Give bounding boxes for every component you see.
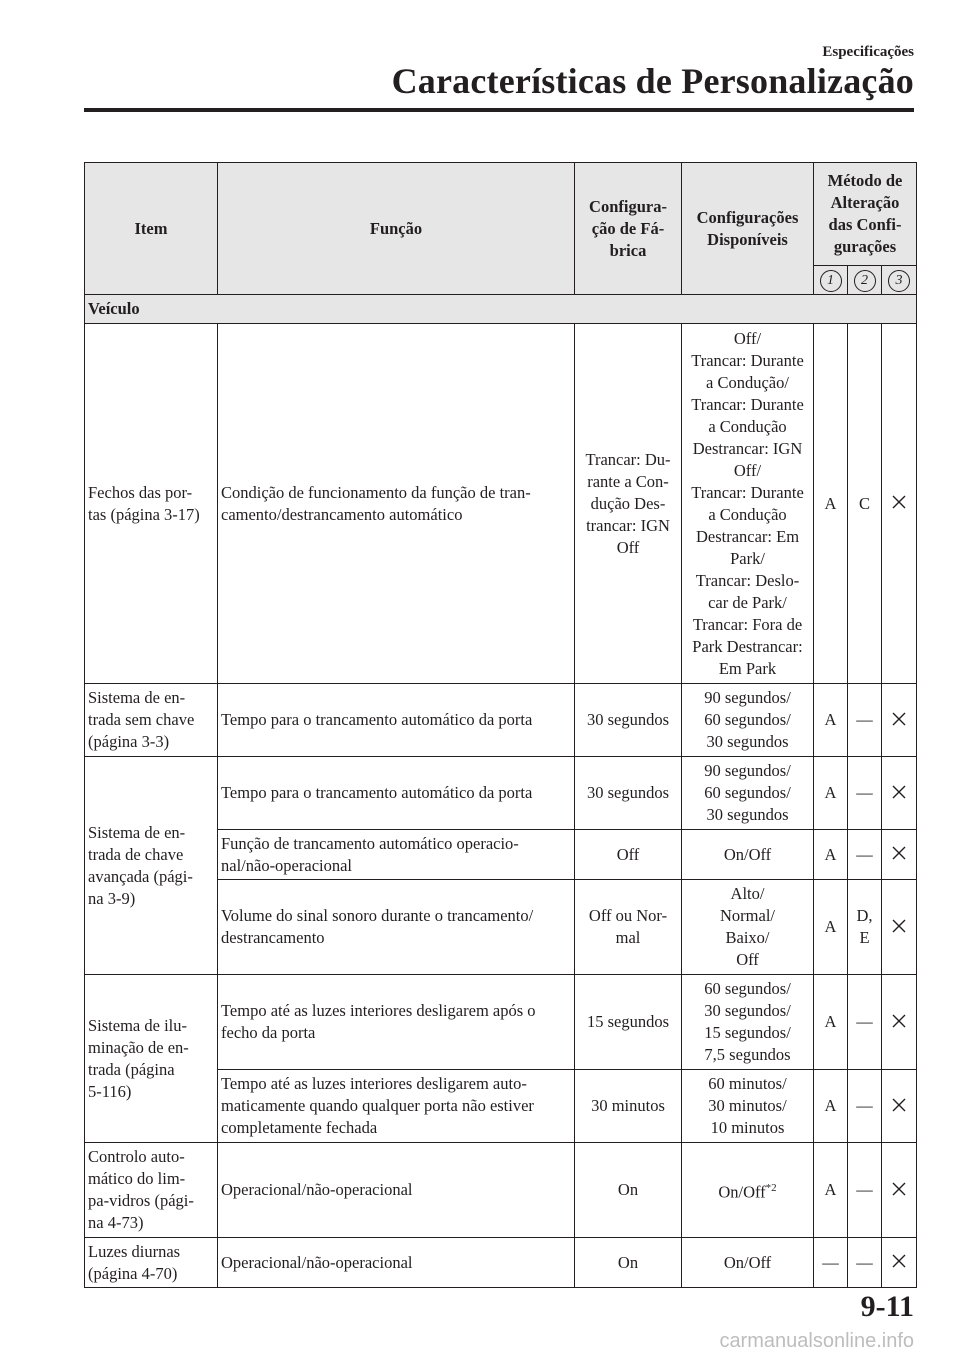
method-2-cell: — — [848, 757, 882, 830]
method-3-cell — [882, 1238, 917, 1288]
factory-cell: 30 minutos — [575, 1070, 682, 1143]
method-2-cell: — — [848, 684, 882, 757]
function-cell: Tempo até as luzes interiores desligarem auto- maticamente quando qualquer porta não estiver completamente fechada — [218, 1070, 575, 1143]
method-1-cell: A — [814, 1143, 848, 1238]
method-2-cell: — — [848, 975, 882, 1070]
cross-icon — [892, 844, 906, 866]
method-1-cell: A — [814, 975, 848, 1070]
table-row — [85, 757, 917, 830]
function-cell: Volume do sinal sonoro durante o trancamento/ destrancamento — [218, 880, 575, 975]
table-row — [85, 684, 917, 757]
method-2-cell: — — [848, 1070, 882, 1143]
available-cell: On/Off$^{*2}$ — [682, 1143, 814, 1238]
header-disponiveis: Configurações Disponíveis — [682, 163, 814, 295]
header-metodo: Método de Alteração das Confi- gurações — [814, 163, 917, 266]
method-1-cell: A — [814, 1070, 848, 1143]
available-cell: 90 segundos/ 60 segundos/ 30 segundos — [682, 757, 814, 830]
item-cell: Fechos das por- tas (página 3-17) — [85, 324, 218, 684]
header-fabrica: Configura- ção de Fá- brica — [575, 163, 682, 295]
method-3-cell — [882, 684, 917, 757]
method-3-cell — [882, 975, 917, 1070]
customization-table — [84, 162, 917, 1288]
method-1-cell: A — [814, 757, 848, 830]
section-name: Especificações — [822, 44, 914, 60]
page-number: 9-11 — [860, 1290, 914, 1323]
method-3-cell — [882, 1070, 917, 1143]
header-funcao: Função — [218, 163, 575, 295]
method-number-1: 1 — [814, 266, 848, 295]
cross-icon — [892, 1180, 906, 1202]
function-cell: Tempo para o trancamento automático da porta — [218, 684, 575, 757]
method-2-cell: — — [848, 1143, 882, 1238]
method-3-cell — [882, 880, 917, 975]
item-cell: Sistema de en- trada de chave avançada (pági- na 3-9) — [85, 757, 218, 975]
method-3-cell — [882, 324, 917, 684]
footnote-marker: *2 — [765, 1181, 777, 1194]
available-cell: 60 segundos/ 30 segundos/ 15 segundos/ 7,5 segundos — [682, 975, 814, 1070]
cross-icon — [892, 710, 906, 732]
item-cell: Sistema de en- trada sem chave (página 3-3) — [85, 684, 218, 757]
table-row — [85, 1143, 917, 1238]
cross-icon — [892, 493, 906, 515]
method-1-cell: A — [814, 684, 848, 757]
table-row — [85, 324, 917, 684]
method-2-cell: — — [848, 1238, 882, 1288]
method-3-cell — [882, 757, 917, 830]
function-cell: Função de trancamento automático operacio- nal/não-operacional — [218, 830, 575, 880]
header-divider — [84, 108, 914, 112]
method-2-cell: C — [848, 324, 882, 684]
function-cell: Operacional/não-operacional — [218, 1238, 575, 1288]
factory-cell: 30 segundos — [575, 757, 682, 830]
available-cell: Alto/ Normal/ Baixo/ Off — [682, 880, 814, 975]
cross-icon — [892, 1252, 906, 1274]
factory-cell: Off — [575, 830, 682, 880]
method-1-cell: A — [814, 324, 848, 684]
method-2-cell: D, E — [848, 880, 882, 975]
available-cell: 90 segundos/ 60 segundos/ 30 segundos — [682, 684, 814, 757]
method-number-2: 2 — [848, 266, 882, 295]
method-3-cell — [882, 830, 917, 880]
available-cell: On/Off — [682, 1238, 814, 1288]
item-cell: Sistema de ilu- minação de en- trada (página 5-116) — [85, 975, 218, 1143]
method-1-cell: — — [814, 1238, 848, 1288]
function-cell: Tempo até as luzes interiores desligarem após o fecho da porta — [218, 975, 575, 1070]
table-row — [85, 1238, 917, 1288]
cross-icon — [892, 1012, 906, 1034]
available-cell: 60 minutos/ 30 minutos/ 10 minutos — [682, 1070, 814, 1143]
watermark-text: carmanualsonline.info — [719, 1330, 914, 1352]
method-1-cell: A — [814, 880, 848, 975]
factory-cell: Trancar: Du- rante a Con- dução Des- trancar: IGN Off — [575, 324, 682, 684]
function-cell: Tempo para o trancamento automático da porta — [218, 757, 575, 830]
item-cell: Controlo auto- mático do lim- pa-vidros (pági- na 4-73) — [85, 1143, 218, 1238]
method-2-cell: — — [848, 830, 882, 880]
factory-cell: 30 segundos — [575, 684, 682, 757]
available-cell: On/Off — [682, 830, 814, 880]
header-item: Item — [85, 163, 218, 295]
factory-cell: Off ou Nor- mal — [575, 880, 682, 975]
factory-cell: 15 segundos — [575, 975, 682, 1070]
method-1-cell: A — [814, 830, 848, 880]
cross-icon — [892, 783, 906, 805]
method-3-cell — [882, 1143, 917, 1238]
cross-icon — [892, 1096, 906, 1118]
method-number-3: 3 — [882, 266, 917, 295]
available-cell: Off/ Trancar: Durante a Condução/ Trancar: Durante a Condução Destrancar: IGN Off/ Trancar: Durante a Condução Destrancar: Em Park/ Trancar: Deslo- car de Park/ Trancar: Fora de Park Destrancar: Em Park — [682, 324, 814, 684]
factory-cell: On — [575, 1238, 682, 1288]
page-title: Características de Personalização — [391, 61, 914, 101]
cross-icon — [892, 917, 906, 939]
factory-cell: On — [575, 1143, 682, 1238]
function-cell: Condição de funcionamento da função de tran- camento/destrancamento automático — [218, 324, 575, 684]
table-row — [85, 975, 917, 1070]
section-veiculo: Veículo — [85, 295, 917, 324]
item-cell: Luzes diurnas (página 4-70) — [85, 1238, 218, 1288]
function-cell: Operacional/não-operacional — [218, 1143, 575, 1238]
